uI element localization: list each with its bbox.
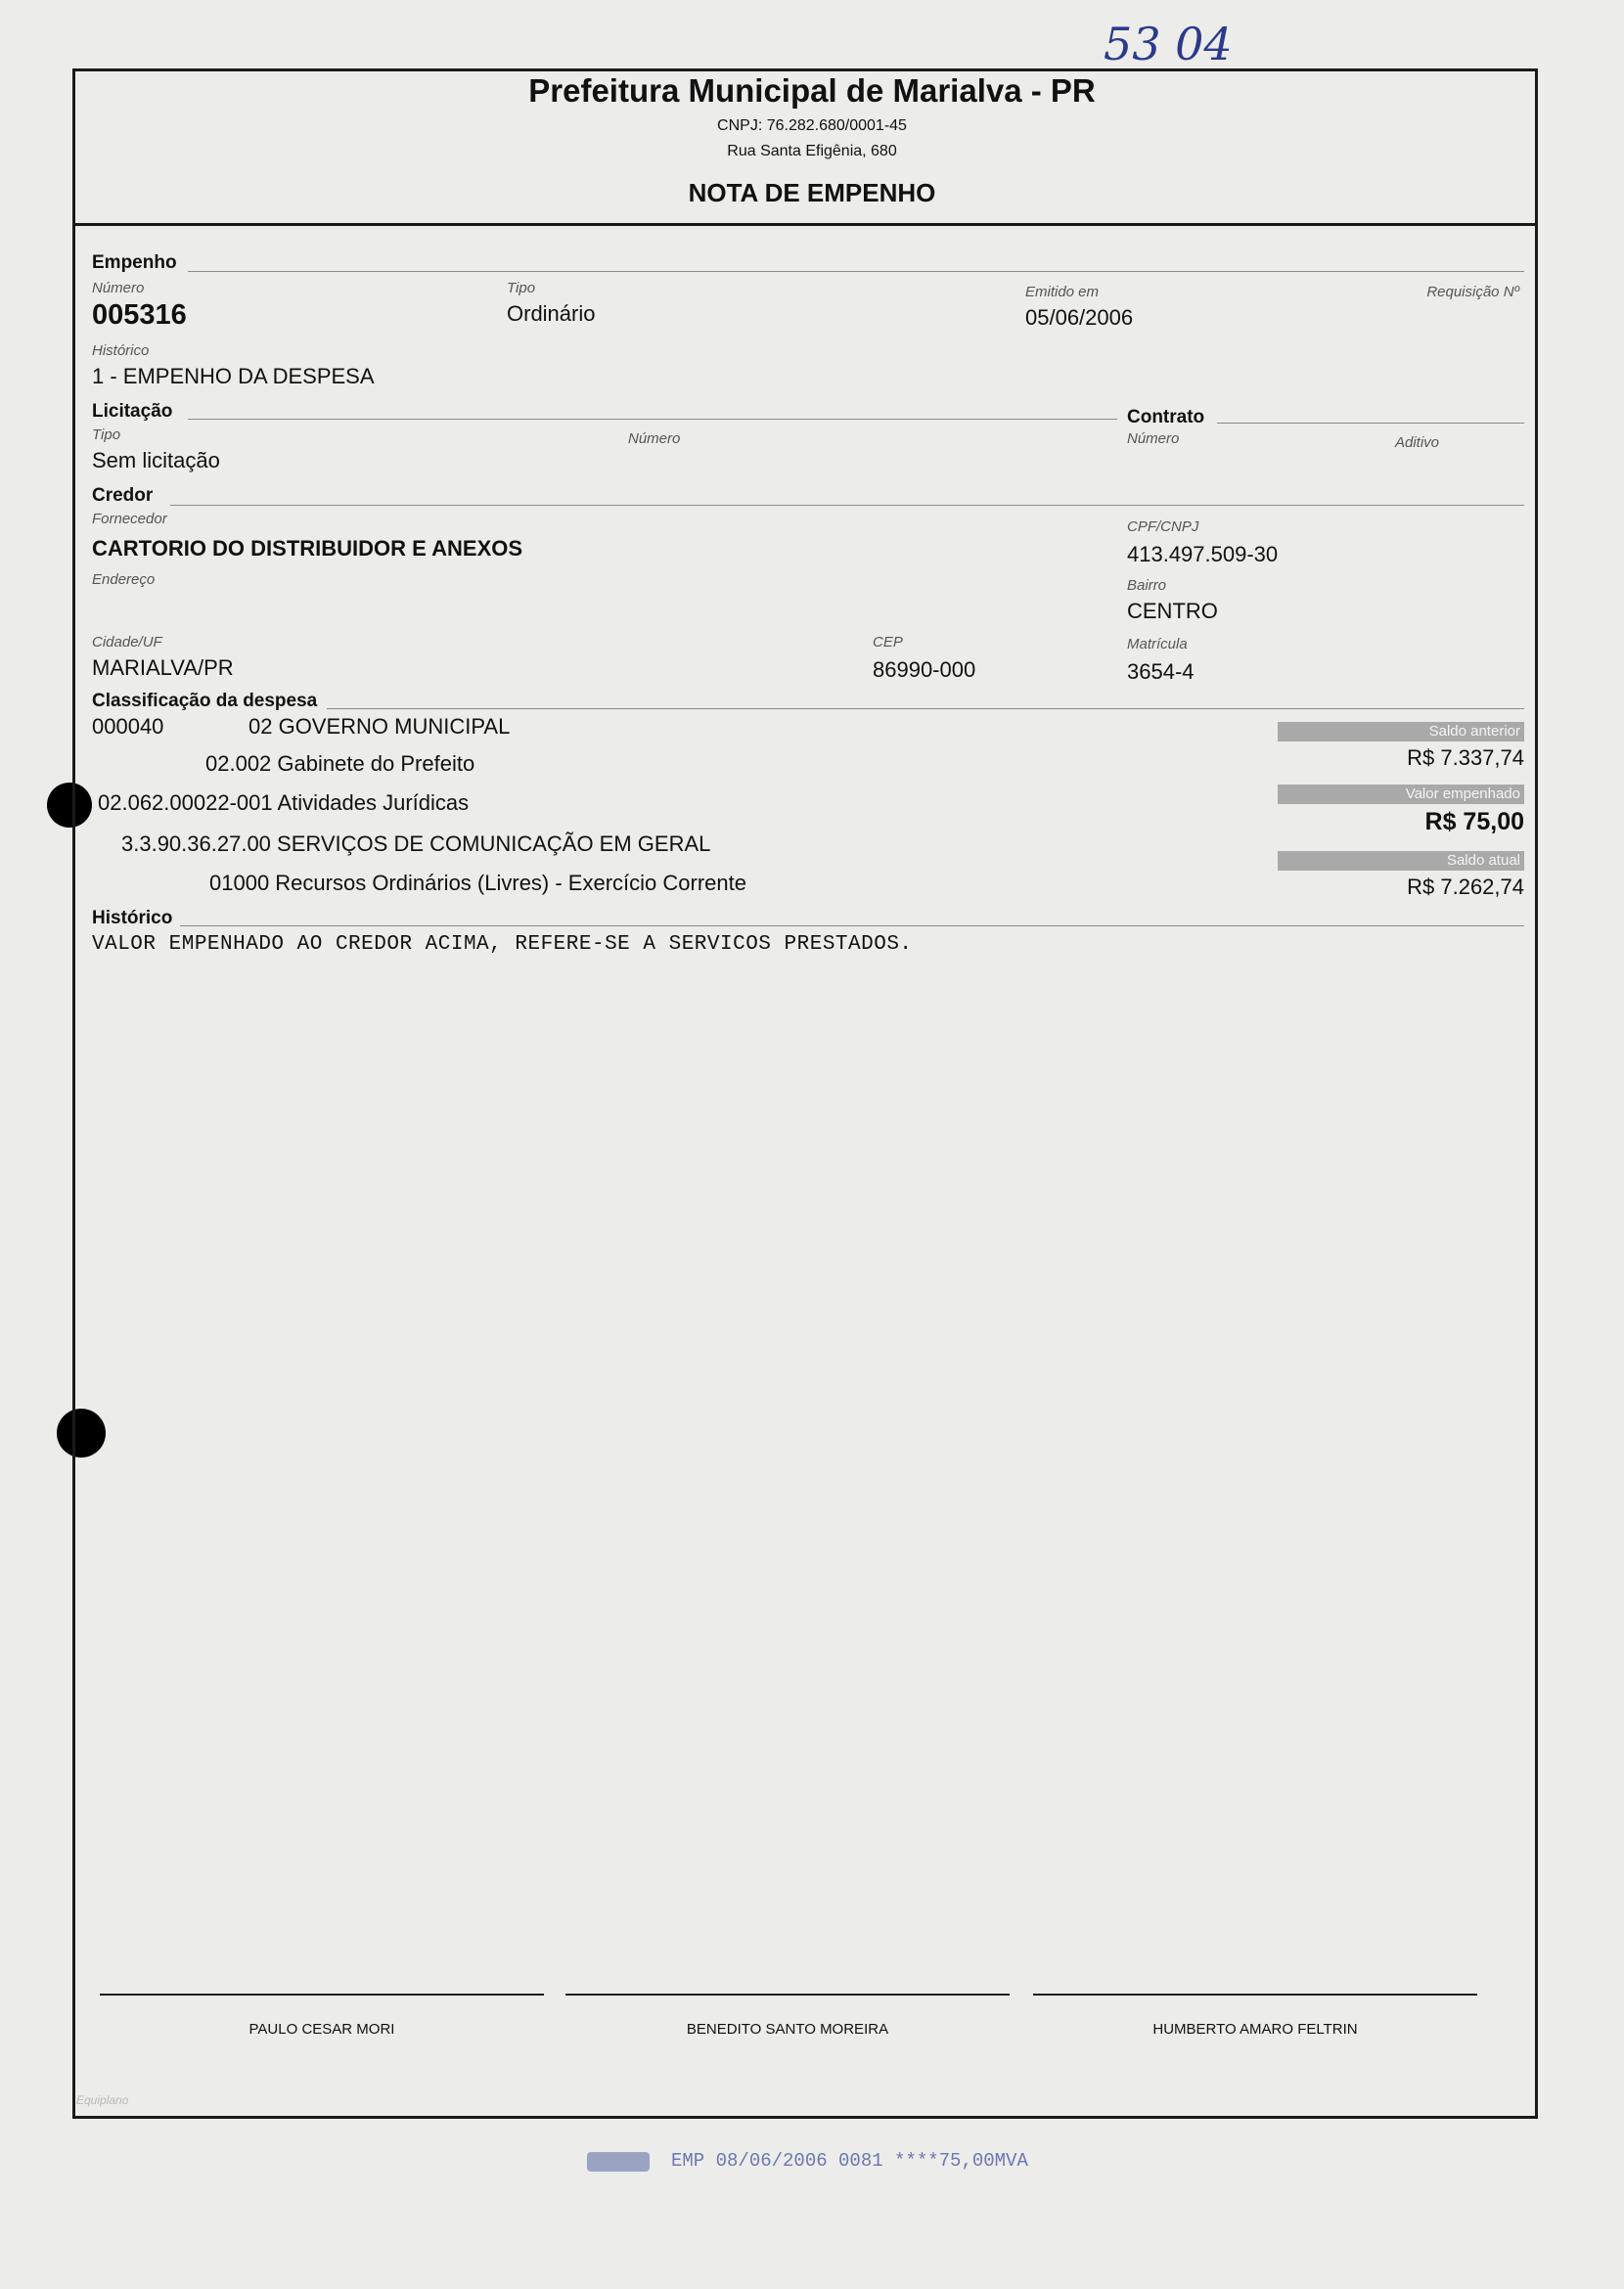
stamp-icon	[587, 2152, 650, 2172]
label-licitacao-tipo: Tipo	[92, 426, 121, 443]
divider-credor	[170, 505, 1524, 506]
empenho-tipo: Ordinário	[507, 301, 596, 326]
classificacao-line4: 3.3.90.36.27.00 SERVIÇOS DE COMUNICAÇÃO EM GERAL	[121, 831, 711, 856]
label-fornecedor: Fornecedor	[92, 511, 167, 527]
label-aditivo: Aditivo	[1395, 434, 1440, 451]
label-tipo: Tipo	[507, 280, 536, 296]
label-endereco: Endereço	[92, 571, 156, 588]
saldo-anterior-value: R$ 7.337,74	[1407, 745, 1524, 770]
classificacao-line3: 02.062.00022-001 Atividades Jurídicas	[98, 790, 470, 815]
historico-text: VALOR EMPENHADO AO CREDOR ACIMA, REFERE-SE A SERVICOS PRESTADOS.	[92, 933, 913, 956]
signature-line-1	[100, 1994, 544, 1996]
credor-bairro: CENTRO	[1127, 599, 1218, 623]
label-requisicao: Requisição Nº	[1426, 284, 1519, 300]
signature-name-3: HUMBERTO AMARO FELTRIN	[1152, 2021, 1358, 2038]
page-title: Prefeitura Municipal de Marialva - PR	[528, 72, 1096, 109]
divider-empenho	[188, 271, 1524, 272]
footer-corner-text: Equiplano	[76, 2093, 129, 2107]
saldo-atual-label: Saldo atual	[1278, 851, 1524, 871]
divider-classificacao	[327, 708, 1524, 709]
label-matricula: Matrícula	[1127, 636, 1188, 652]
saldo-anterior-label: Saldo anterior	[1278, 722, 1524, 741]
credor-matricula: 3654-4	[1127, 659, 1195, 684]
signature-name-1: PAULO CESAR MORI	[248, 2021, 395, 2038]
valor-empenhado-value: R$ 75,00	[1424, 808, 1524, 835]
label-licitacao-numero: Número	[628, 430, 681, 447]
address-text: Rua Santa Efigênia, 680	[727, 143, 897, 159]
label-cpf: CPF/CNPJ	[1127, 518, 1199, 535]
doc-title: NOTA DE EMPENHO	[688, 178, 936, 207]
licitacao-tipo: Sem licitação	[92, 448, 220, 472]
valor-empenhado-label: Valor empenhado	[1278, 785, 1524, 804]
empenho-historico: 1 - EMPENHO DA DESPESA	[92, 364, 375, 388]
section-credor: Credor	[92, 485, 154, 506]
section-historico: Histórico	[92, 908, 173, 928]
divider-historico	[180, 925, 1524, 926]
label-emitido: Emitido em	[1025, 284, 1100, 300]
signature-line-2	[565, 1994, 1010, 1996]
classificacao-line5: 01000 Recursos Ordinários (Livres) - Exercício Corrente	[209, 871, 746, 895]
label-contrato-numero: Número	[1127, 430, 1180, 447]
classificacao-line1: 02 GOVERNO MUNICIPAL	[248, 714, 511, 739]
signature-line-3	[1033, 1994, 1477, 1996]
empenho-emitido: 05/06/2006	[1025, 305, 1134, 330]
label-historico-empenho: Histórico	[92, 342, 150, 359]
divider-licitacao	[188, 419, 1117, 420]
section-contrato: Contrato	[1127, 407, 1205, 427]
signature-name-2: BENEDITO SANTO MOREIRA	[686, 2021, 889, 2038]
saldo-atual-value: R$ 7.262,74	[1407, 875, 1524, 899]
cnpj-text: CNPJ: 76.282.680/0001-45	[717, 117, 907, 134]
section-empenho: Empenho	[92, 252, 177, 273]
section-classificacao: Classificação da despesa	[92, 691, 318, 711]
credor-fornecedor: CARTORIO DO DISTRIBUIDOR E ANEXOS	[92, 536, 523, 561]
handwritten-note: 53 04	[1104, 18, 1233, 70]
credor-cidade: MARIALVA/PR	[92, 655, 234, 680]
label-bairro: Bairro	[1127, 577, 1167, 594]
bottom-stamp: EMP 08/06/2006 0081 ****75,00MVA	[671, 2150, 1028, 2172]
credor-cpf: 413.497.509-30	[1127, 542, 1279, 566]
empenho-numero: 005316	[92, 299, 187, 331]
section-licitacao: Licitação	[92, 401, 173, 422]
label-numero: Número	[92, 280, 145, 296]
header-divider	[72, 223, 1538, 226]
classificacao-code: 000040	[92, 714, 164, 739]
classificacao-line2: 02.002 Gabinete do Prefeito	[205, 751, 475, 776]
divider-contrato	[1217, 423, 1524, 424]
label-cidade: Cidade/UF	[92, 634, 162, 651]
label-cep: CEP	[873, 634, 903, 651]
credor-cep: 86990-000	[873, 657, 976, 682]
